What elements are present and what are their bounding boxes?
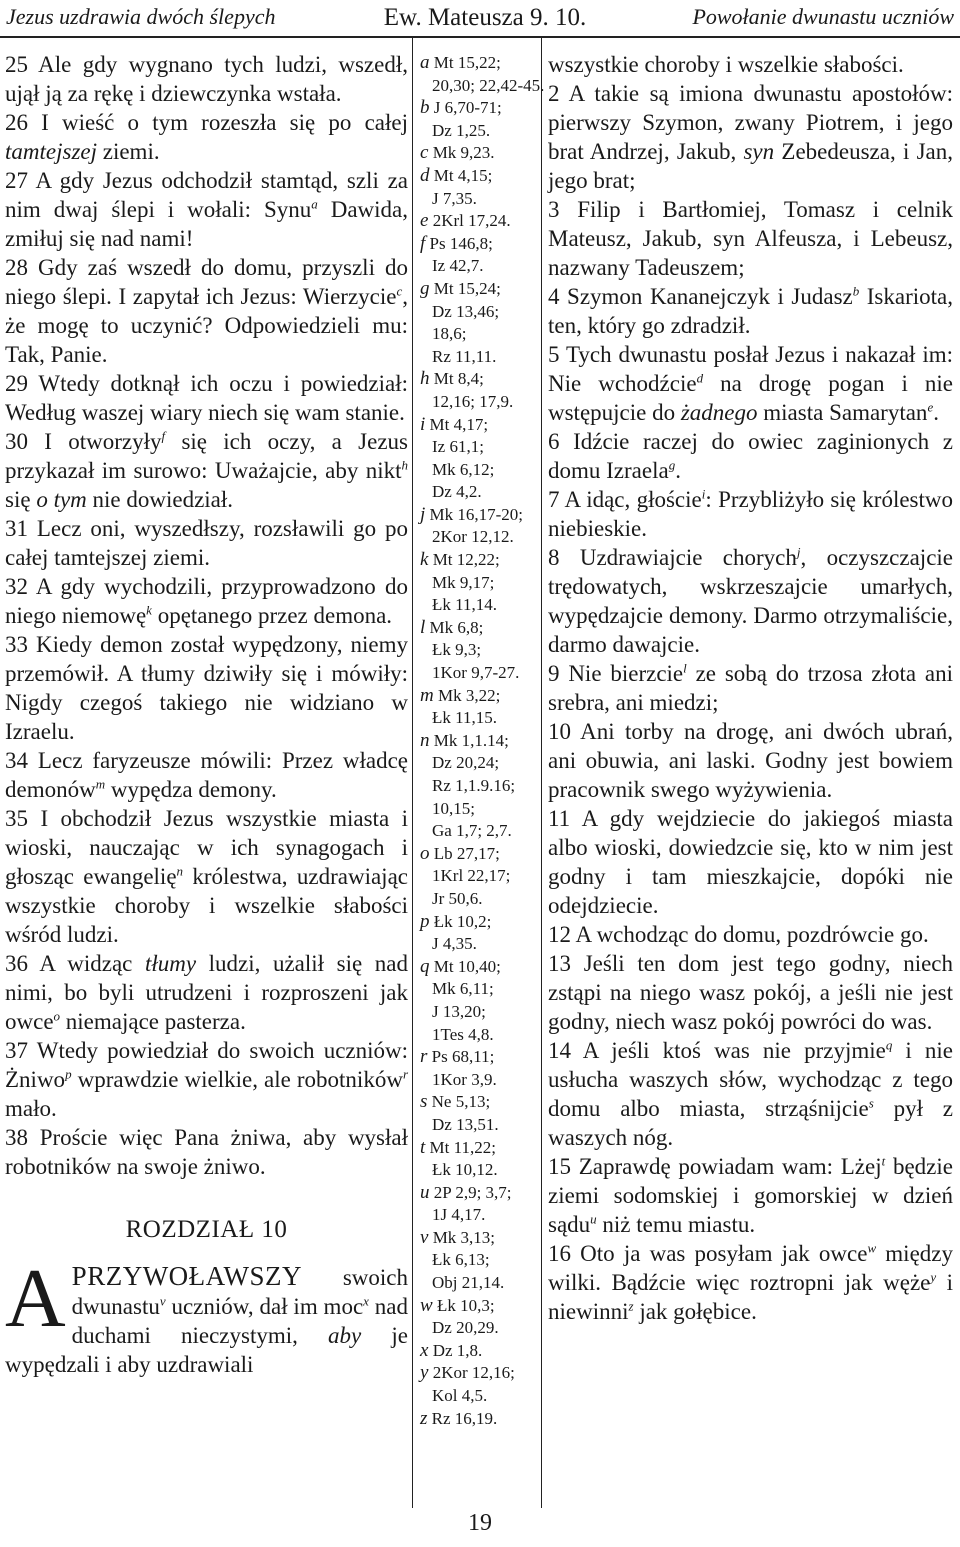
reference-letter: m (420, 684, 434, 706)
reference-letter: d (420, 164, 430, 186)
cross-reference-line (420, 188, 546, 211)
cross-reference-line (420, 368, 546, 391)
cross-reference-line (420, 1249, 546, 1272)
cross-reference-line (420, 1046, 546, 1069)
verse-10-7: 7 A idąc, głoście$^i$: Przybliżyło się królestwo niebieskie. (548, 486, 953, 541)
cross-reference-line (420, 504, 546, 527)
cross-reference-line (420, 142, 546, 165)
header-left-title: Jezus uzdrawia dwóch ślepych (6, 4, 276, 29)
cross-reference-line (420, 436, 546, 459)
reference-text: Mt 8,4; (433, 369, 484, 389)
reference-text: Mt 15,22; (433, 53, 501, 72)
cross-reference-line (420, 865, 546, 888)
reference-letter: z (420, 1407, 428, 1429)
header-right-title: Powołanie dwunastu uczniów (692, 4, 954, 29)
reference-letter: b (420, 97, 430, 119)
cross-reference-line (420, 594, 546, 617)
cross-reference-line (420, 1385, 546, 1408)
cross-reference-line (420, 730, 546, 753)
reference-text: 18,6; (432, 324, 467, 344)
reference-letter: r (420, 1046, 428, 1068)
reference-text: Mk 1,1.14; (433, 730, 509, 750)
reference-text: 1Kor 9,7-27. (432, 663, 520, 683)
cross-reference-line (420, 798, 546, 821)
verse-10-4: 4 Szymon Kananejczyk i Judasz$^b$ Iskariota, ten, który go zdradził. (548, 283, 953, 338)
verse-9-31: 31 Lecz oni, wyszedłszy, rozsławili go po całej tamtejszej ziemi. (5, 516, 408, 570)
cross-reference-line (420, 233, 546, 256)
verse-10-15: 15 Zaprawdę powiadam wam: Lżej$^t$ będzie ziemi sodomskiej i gomorskiej w dzień sądu$^u$ niż temu miastu. (548, 1153, 953, 1237)
reference-text: 1J 4,17. (432, 1205, 486, 1225)
chapter-heading: ROZDZIAŁ 10 (125, 1216, 288, 1243)
cross-reference-line (420, 1001, 546, 1024)
verse-9-37: 37 Wtedy powiedział do swoich uczniów: Żniwo$^p$ wprawdzie wielkie, ale robotników$^r$ mało. (5, 1038, 408, 1121)
reference-letter: i (420, 413, 426, 435)
verse-9-32: 32 A gdy wychodzili, przyprowadzono do niego niemowę$^k$ opętanego przez demona. (5, 574, 408, 628)
cross-reference-line (420, 1272, 546, 1295)
cross-reference-line (420, 97, 546, 120)
verse-10-1: APRZYWOŁAWSZY swoich dwunastu$^v$ uczniów, dał im moc$^x$ nad duchami nieczystymi, aby je wypędzali i aby uzdrawiali (5, 1252, 408, 1377)
verse-10-12: 12 A wchodząc do domu, pozdrówcie go. (548, 922, 929, 947)
left-text-column (5, 50, 408, 1379)
reference-text: Ps 68,11; (431, 1047, 495, 1067)
cross-reference-line (420, 1408, 546, 1431)
reference-text: Łk 9,3; (432, 640, 482, 660)
cross-reference-line (420, 1069, 546, 1092)
reference-letter: p (420, 910, 430, 932)
reference-letter: o (420, 842, 430, 864)
reference-text: Mt 15,24; (433, 278, 501, 298)
verse-9-29: 29 Wtedy dotknął ich oczu i powiedział: Według waszej wiary niech się wam stanie. (5, 371, 408, 425)
cross-reference-line (420, 639, 546, 662)
reference-text: Mk 6,12; (432, 459, 495, 479)
reference-text: 2Kor 12,16; (432, 1363, 515, 1383)
verse-9-25: 25 Ale gdy wygnano tych ludzi, wszedł, ujął ją za rękę i dziewczynka wstała. (5, 52, 408, 106)
cross-reference-line (420, 888, 546, 911)
reference-letter: n (420, 729, 430, 751)
reference-letter: u (420, 1181, 430, 1203)
verse-10-9: 9 Nie bierzcie$^l$ ze sobą do trzosa złota ani srebra, ani miedzi; (548, 660, 953, 715)
reference-text: Łk 10,3; (436, 1295, 495, 1315)
cross-reference-line (420, 1159, 546, 1182)
reference-text: Łk 11,14. (432, 595, 498, 615)
verse-10-1-cont: wszystkie choroby i wszelkie słabości. (548, 52, 904, 77)
reference-text: Łk 6,13; (432, 1250, 490, 1270)
verse-9-28: 28 Gdy zaś wszedł do domu, przyszli do niego ślepi. I zapytał ich Jezus: Wierzycie$^c$, że mogę to uczynić? Odpowiedzieli mu: Tak, Panie. (5, 255, 408, 367)
reference-text: Łk 10,2; (433, 911, 492, 931)
reference-text: Mk 6,11; (432, 979, 494, 999)
verse-10-16: 16 Oto ja was posyłam jak owce$^w$ między wilki. Bądźcie więc roztropni jak węże$^y$ i niewinni$^z$ jak gołębice. (548, 1240, 954, 1324)
cross-reference-line (420, 752, 546, 775)
reference-text: Mk 16,17-20; (429, 504, 524, 524)
verse-10-8: 8 Uzdrawiajcie chorych$^j$, oczyszczajcie trędowatych, wskrzeszajcie umarłych, wypędzajcie demony. Darmo otrzymaliście, darmo dawajcie. (548, 544, 953, 657)
reference-text: Iz 61,1; (432, 437, 484, 457)
reference-letter: l (420, 616, 426, 638)
cross-reference-line (420, 1024, 546, 1047)
reference-letter: g (420, 277, 430, 299)
cross-reference-line (420, 775, 546, 798)
reference-text: Dz 13,51. (432, 1114, 499, 1134)
cross-reference-line (420, 978, 546, 1001)
cross-reference-line (420, 685, 546, 708)
reference-text: Dz 4,2. (432, 482, 482, 502)
verse-9-33: 33 Kiedy demon został wypędzony, niemy przemówił. A tłumy dziwiły się i mówiły: Nigdy czegoś takiego nie widziano w Izraelu. (5, 632, 408, 744)
cross-reference-line (420, 1340, 546, 1363)
cross-reference-line (420, 391, 546, 414)
reference-text: J 4,35. (432, 934, 477, 954)
reference-text: 2P 2,9; 3,7; (433, 1182, 512, 1202)
verse-10-6: 6 Idźcie raczej do owiec zaginionych z domu Izraela$^g$. (548, 429, 953, 483)
reference-letter: k (420, 549, 429, 571)
cross-reference-line (420, 52, 546, 75)
cross-reference-line (420, 255, 546, 278)
cross-reference-line (420, 459, 546, 482)
reference-text: 1Krl 22,17; (432, 866, 511, 886)
reference-text: 2Kor 12,12. (432, 527, 514, 547)
reference-letter: f (420, 232, 426, 254)
reference-letter: s (420, 1091, 428, 1113)
cross-reference-line (420, 1091, 546, 1114)
cross-reference-line (420, 572, 546, 595)
reference-text: 20,30; 22,42-45. (432, 75, 545, 95)
reference-letter: c (420, 142, 429, 164)
cross-reference-line (420, 843, 546, 866)
verse-9-35: 35 I obchodził Jezus wszystkie miasta i wioski, nauczając w ich synagogach i głosząc ewangelię$^n$ królestwa, uzdrawiając wszystkie choroby i wszelkie słabości wśród ludzi. (5, 806, 408, 947)
reference-letter: v (420, 1226, 429, 1248)
cross-reference-line (420, 414, 546, 437)
page-header (0, 0, 960, 34)
page-number: 19 (468, 1510, 492, 1536)
reference-text: Mt 12,22; (432, 550, 500, 570)
reference-text: Mk 3,22; (437, 685, 501, 705)
cross-reference-line (420, 346, 546, 369)
reference-text: Ga 1,7; 2,7. (432, 821, 512, 841)
reference-text: Rz 16,19. (431, 1408, 498, 1428)
verse-9-26: 26 I wieść o tym rozeszła się po całej tamtejszej ziemi. (5, 110, 408, 164)
verse-9-34: 34 Lecz faryzeusze mówili: Przez władcę demonów$^m$ wypędza demony. (5, 748, 408, 802)
cross-reference-line (420, 1204, 546, 1227)
reference-text: Dz 1,8. (432, 1340, 483, 1360)
reference-text: Ne 5,13; (431, 1092, 491, 1112)
reference-letter: y (420, 1362, 429, 1384)
verse-10-5: 5 Tych dwunastu posłał Jezus i nakazał im: Nie wchodźcie$^d$ na drogę pogan i nie wstępujcie do żadnego miasta Samarytan$^e$. (548, 342, 953, 425)
cross-reference-line (420, 526, 546, 549)
reference-text: Mt 4,15; (433, 165, 493, 185)
verse-9-27: 27 A gdy Jezus odchodził stamtąd, szli za nim dwaj ślepi i wołali: Synu$^a$ Dawida, zmiłuj się nad nami! (5, 168, 408, 251)
reference-letter: q (420, 955, 430, 977)
cross-references-column (420, 52, 546, 1430)
drop-cap: A (5, 1252, 66, 1345)
verse-10-10: 10 Ani torby na drogę, ani dwóch ubrań, ani obuwia, ani laski. Godny jest bowiem pracownik swego wyżywienia. (548, 719, 953, 802)
reference-text: Rz 11,11. (432, 346, 497, 366)
cross-reference-line (420, 956, 546, 979)
cross-reference-line (420, 75, 546, 98)
cross-reference-line (420, 1114, 546, 1137)
reference-text: Dz 20,29. (432, 1318, 499, 1338)
cross-reference-line (420, 1227, 546, 1250)
cross-reference-line (420, 911, 546, 934)
reference-text: Łk 10,12. (432, 1160, 498, 1180)
reference-text: Jr 50,6. (432, 888, 483, 908)
cross-reference-line (420, 662, 546, 685)
cross-reference-line (420, 617, 546, 640)
verse-10-11: 11 A gdy wejdziecie do jakiegoś miasta albo wioski, dowiedzcie się, kto w nim jest godny i tam mieszkajcie, dopóki nie odejdziecie. (548, 806, 953, 918)
verse-10-14: 14 A jeśli ktoś was nie przyjmie$^q$ i nie usłucha waszych słów, wychodząc z tego domu albo miasta, strząśnijcie$^s$ pył z waszych nóg. (548, 1037, 954, 1150)
column-divider-left (412, 38, 413, 1508)
reference-text: Dz 20,24; (432, 753, 500, 773)
reference-text: J 13,20; (432, 1001, 486, 1021)
reference-text: Łk 11,15. (432, 708, 498, 728)
verse-9-38: 38 Proście więc Pana żniwa, aby wysłał robotników na swoje żniwo. (5, 1125, 408, 1179)
header-book-chapter: Ew. Mateusza 9. 10. (383, 4, 587, 31)
reference-text: Kol 4,5. (432, 1386, 488, 1406)
cross-reference-line (420, 549, 546, 572)
reference-letter: j (420, 503, 426, 525)
reference-letter: w (420, 1294, 433, 1316)
cross-reference-line (420, 210, 546, 233)
cross-reference-line (420, 278, 546, 301)
reference-letter: x (420, 1339, 429, 1361)
reference-text: Rz 1,1.9.16; (432, 776, 516, 795)
reference-text: 1Tes 4,8. (432, 1024, 494, 1044)
reference-text: 12,16; 17,9. (432, 391, 514, 411)
verse-9-30: 30 I otworzyły$^f$ się ich oczy, a Jezus przykazał im surowo: Uważajcie, aby nikt$^h$ się o tym nie dowiedział. (5, 428, 408, 512)
reference-text: Mt 11,22; (429, 1137, 496, 1157)
reference-text: 10,15; (432, 798, 475, 818)
verse-10-3: 3 Filip i Bartłomiej, Tomasz i celnik Mateusz, Jakub, syn Alfeusza, i Lebeusz, nazwany Tadeuszem; (548, 197, 953, 280)
cross-reference-line (420, 1362, 546, 1385)
reference-letter: e (420, 210, 429, 232)
reference-text: Mt 10,40; (433, 956, 501, 976)
right-text-column (548, 50, 953, 1326)
reference-text: Mk 9,17; (432, 572, 495, 592)
cross-reference-line (420, 1295, 546, 1318)
cross-reference-line (420, 933, 546, 956)
reference-letter: h (420, 368, 430, 390)
reference-text: Mk 6,8; (429, 617, 484, 637)
verse-10-2: 2 A takie są imiona dwunastu apostołów: pierwszy Szymon, zwany Piotrem, i jego brat Andrzej, Jakub, syn Zebedeusza, i Jan, jego brat; (548, 81, 953, 193)
reference-text: Ps 146,8; (429, 233, 493, 253)
reference-text: Mk 3,13; (432, 1227, 496, 1247)
cross-reference-line (420, 1182, 546, 1205)
reference-text: J 7,35. (432, 188, 477, 208)
cross-reference-line (420, 120, 546, 143)
cross-reference-line (420, 1317, 546, 1340)
cross-reference-line (420, 707, 546, 730)
verse-9-36: 36 A widząc tłumy ludzi, użalił się nad nimi, bo byli utrudzeni i rozproszeni jak owce$^o$ niemające pasterza. (5, 951, 408, 1034)
header-rule (0, 36, 960, 38)
reference-text: 1Kor 3,9. (432, 1069, 497, 1089)
reference-text: Mk 9,23. (432, 143, 495, 163)
cross-reference-line (420, 323, 546, 346)
cross-reference-line (420, 165, 546, 188)
cross-reference-line (420, 1137, 546, 1160)
cross-reference-line (420, 820, 546, 843)
reference-text: Obj 21,14. (432, 1273, 505, 1293)
reference-text: J 6,70-71; (433, 98, 502, 118)
cross-reference-line (420, 301, 546, 324)
reference-text: Lb 27,17; (433, 843, 500, 863)
cross-reference-line (420, 481, 546, 504)
reference-text: Iz 42,7. (432, 256, 484, 276)
reference-text: Dz 1,25. (432, 120, 491, 140)
verse-10-13: 13 Jeśli ten dom jest tego godny, niech zstąpi na niego wasz pokój, a jeśli nie jest godny, niech wasz pokój powróci do was. (548, 951, 953, 1034)
reference-text: Dz 13,46; (432, 301, 500, 321)
reference-text: Mt 4,17; (429, 414, 489, 434)
reference-letter: t (420, 1136, 426, 1158)
reference-letter: a (420, 52, 430, 73)
reference-text: 2Krl 17,24. (432, 211, 511, 231)
